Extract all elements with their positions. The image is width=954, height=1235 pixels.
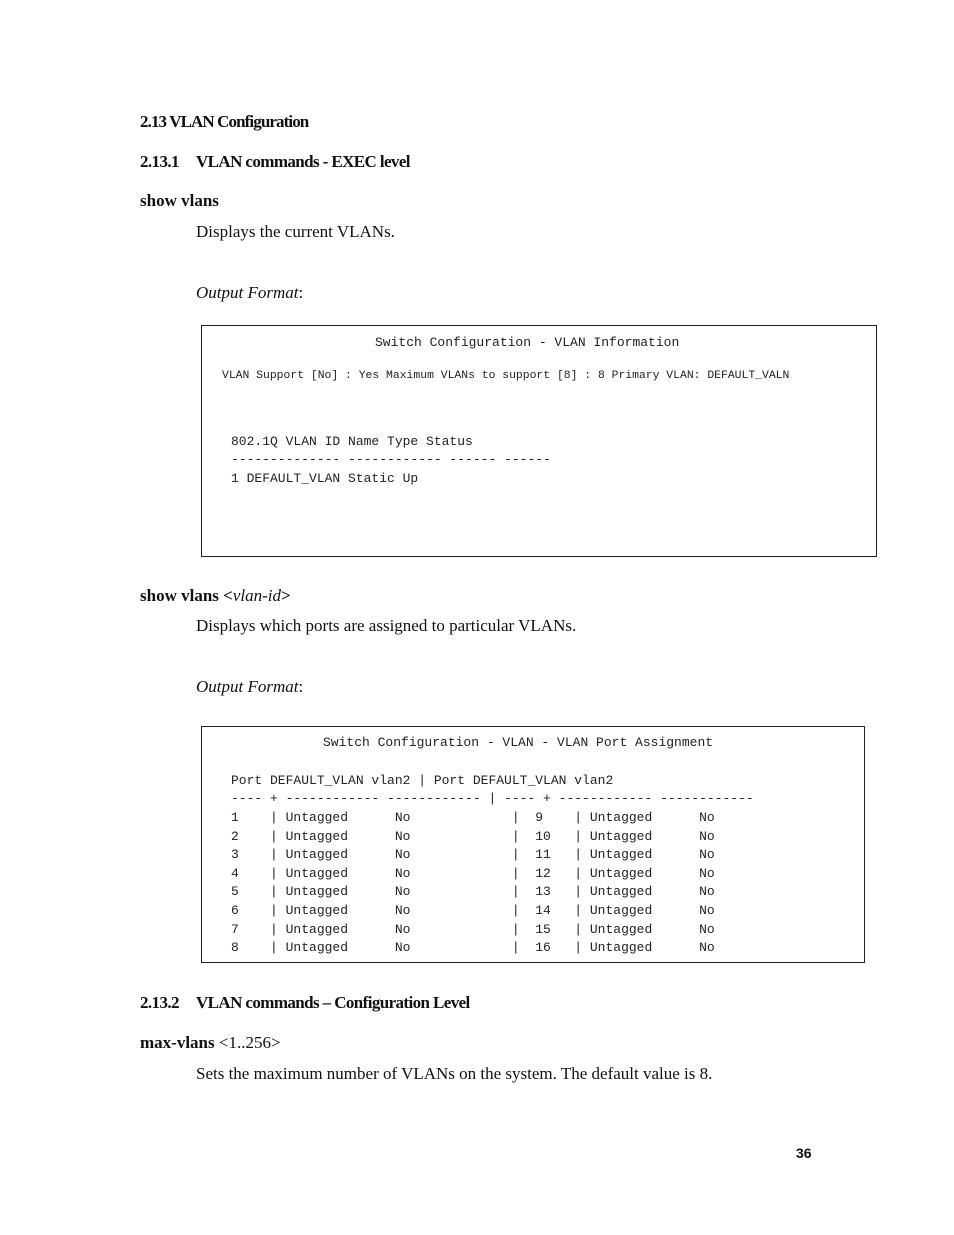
table-row: 2 | Untagged No | 10 | Untagged No bbox=[231, 828, 715, 844]
page-number: 36 bbox=[796, 1145, 812, 1161]
terminal-table-rule: ---- + ------------ ------------ | ---- + ------------ ------------ bbox=[231, 791, 754, 806]
subsection-number: 2.13.2 bbox=[140, 993, 179, 1012]
output-format-label: Output Format: bbox=[196, 677, 304, 696]
table-row: 6 | Untagged No | 14 | Untagged No bbox=[231, 902, 715, 918]
command-description: Displays the current VLANs. bbox=[196, 222, 395, 241]
terminal-info-lines: VLAN Support [No] : Yes Maximum VLANs to support [8] : 8 Primary VLAN: DEFAULT_VALN bbox=[222, 370, 790, 382]
section-heading: 2.13 VLAN Configuration bbox=[140, 112, 309, 131]
table-row: 7 | Untagged No | 15 | Untagged No bbox=[231, 921, 715, 937]
table-row: 5 | Untagged No | 13 | Untagged No bbox=[231, 884, 715, 900]
terminal-table-header: 802.1Q VLAN ID Name Type Status bbox=[231, 434, 473, 449]
table-row: 1 | Untagged No | 9 | Untagged No bbox=[231, 810, 715, 825]
terminal-table-rows bbox=[231, 809, 715, 958]
table-row: 4 | Untagged No | 12 | Untagged No bbox=[231, 865, 715, 881]
terminal-output-vlans bbox=[201, 325, 877, 557]
command-name: max-vlans <1..256> bbox=[140, 1033, 281, 1052]
table-row: 3 | Untagged No | 11 | Untagged No bbox=[231, 847, 715, 863]
subsection-title: VLAN commands - EXEC level bbox=[196, 152, 410, 171]
terminal-table-row: 1 DEFAULT_VLAN Static Up bbox=[231, 471, 419, 486]
terminal-title: Switch Configuration - VLAN - VLAN Port Assignment bbox=[323, 735, 714, 750]
subsection-title: VLAN commands – Configuration Level bbox=[196, 993, 470, 1012]
command-name: show vlans bbox=[140, 191, 219, 210]
subsection-number: 2.13.1 bbox=[140, 152, 179, 171]
terminal-table-rule: -------------- ------------ ------ ------ bbox=[231, 452, 551, 467]
command-description: Sets the maximum number of VLANs on the system. The default value is 8. bbox=[196, 1064, 713, 1083]
terminal-title: Switch Configuration - VLAN Information bbox=[375, 335, 680, 350]
command-name: show vlans <vlan-id> bbox=[140, 586, 291, 605]
terminal-table-header: Port DEFAULT_VLAN vlan2 | Port DEFAULT_VLAN vlan2 bbox=[231, 773, 614, 788]
table-row: 8 | Untagged No | 16 | Untagged No bbox=[231, 940, 715, 956]
output-format-label: Output Format: bbox=[196, 283, 304, 302]
command-description: Displays which ports are assigned to particular VLANs. bbox=[196, 616, 577, 635]
terminal-output-port-assignment bbox=[201, 726, 865, 963]
